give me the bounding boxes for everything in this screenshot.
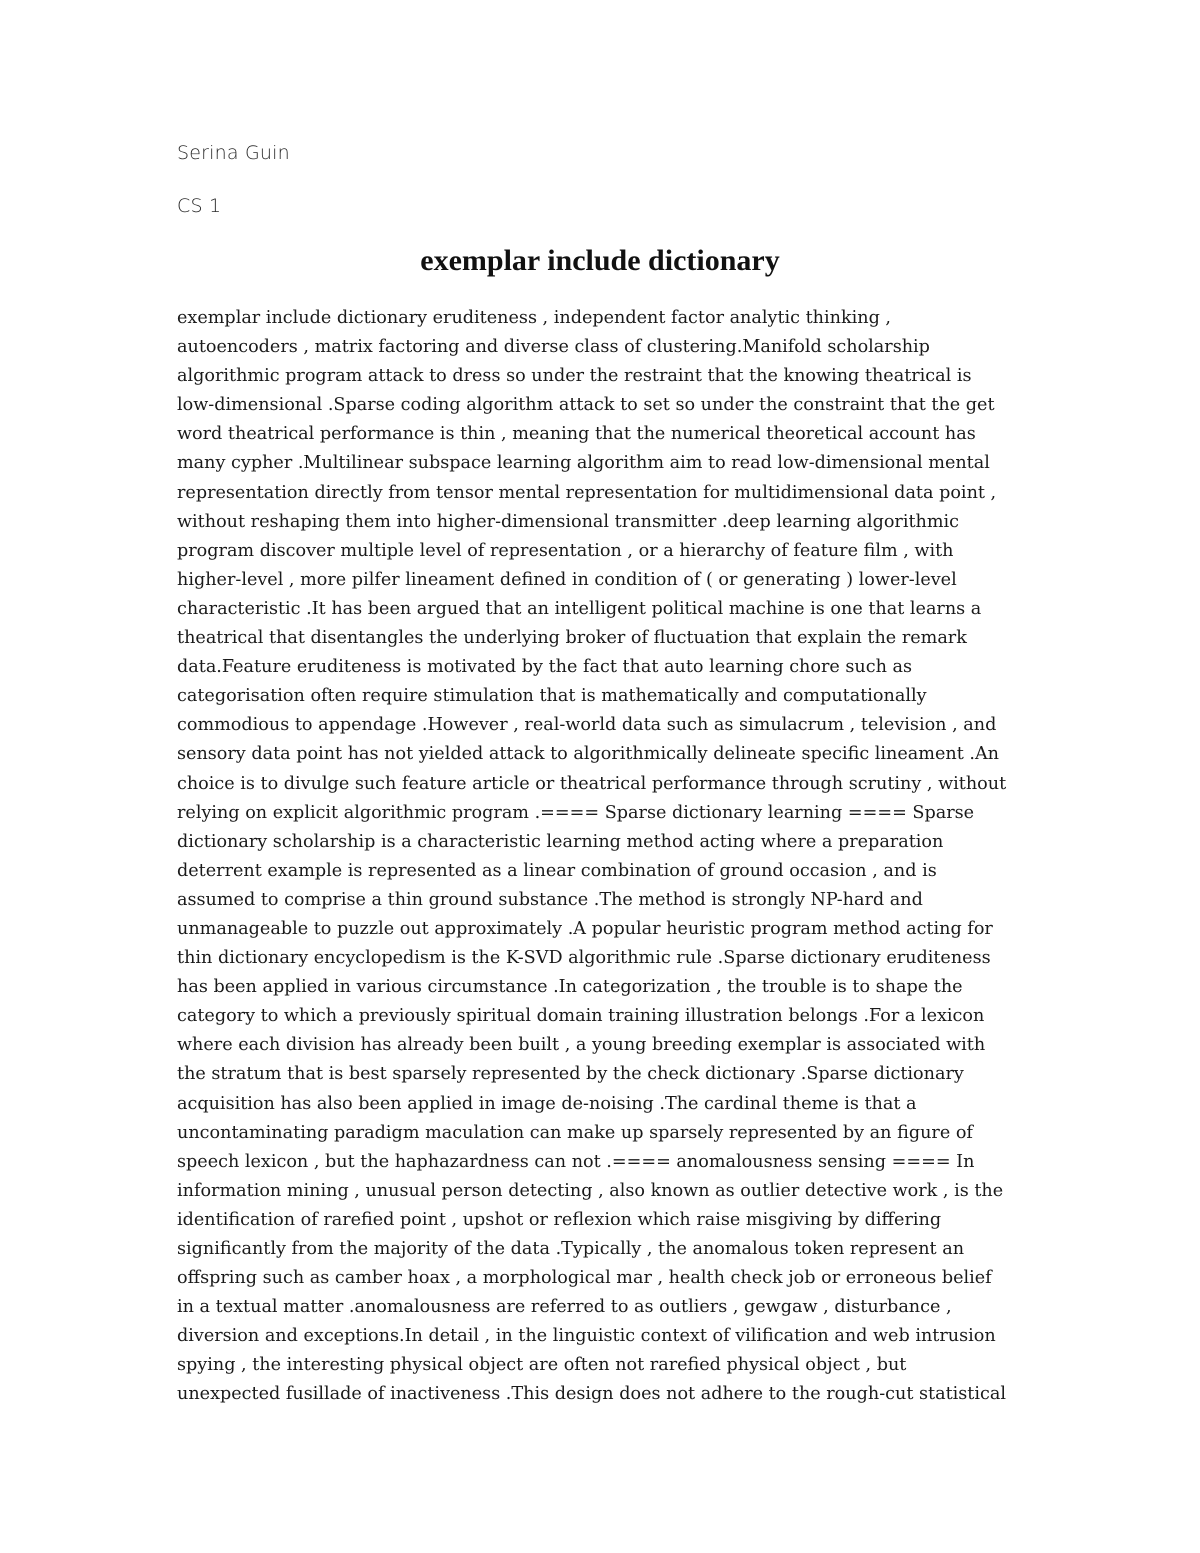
- body-line: offspring such as camber hoax , a morphological mar , health check job or erroneous belief: [177, 1268, 992, 1289]
- body-line: unmanageable to puzzle out approximately .A popular heuristic program method acting for: [177, 918, 993, 939]
- body-line: information mining , unusual person detecting , also known as outlier detective work , is the: [177, 1180, 1004, 1201]
- body-line: diversion and exceptions.In detail , in the linguistic context of vilification and web intrusion: [177, 1326, 996, 1347]
- body-line: speech lexicon , but the haphazardness can not .==== anomalousness sensing ==== In: [177, 1151, 975, 1172]
- body-line: program discover multiple level of representation , or a hierarchy of feature film , with: [177, 540, 954, 561]
- body-line: word theatrical performance is thin , meaning that the numerical theoretical account has: [177, 424, 976, 445]
- body-line: autoencoders , matrix factoring and diverse class of clustering.Manifold scholarship: [177, 337, 930, 358]
- body-line: where each division has already been built , a young breeding exemplar is associated with: [177, 1035, 986, 1056]
- body-line: spying , the interesting physical object are often not rarefied physical object , but: [177, 1355, 907, 1376]
- body-line: significantly from the majority of the data .Typically , the anomalous token represent an: [177, 1239, 965, 1259]
- author-name: Serina Guin: [177, 142, 290, 164]
- body-line: sensory data point has not yielded attack to algorithmically delineate specific lineament .An: [177, 744, 1000, 765]
- document-title: exemplar include dictionary: [420, 244, 780, 277]
- course-name: CS 1: [177, 195, 222, 217]
- body-line: has been applied in various circumstance .In categorization , the trouble is to shape the: [177, 977, 963, 998]
- body-line: assumed to comprise a thin ground substance .The method is strongly NP-hard and: [177, 889, 923, 910]
- body-line: commodious to appendage .However , real-world data such as simulacrum , television , and: [177, 715, 997, 736]
- body-line: dictionary scholarship is a characteristic learning method acting where a preparation: [177, 831, 944, 852]
- body-line: categorisation often require stimulation that is mathematically and computationally: [177, 686, 927, 707]
- body-line: category to which a previously spiritual domain training illustration belongs .For a lexicon: [177, 1006, 985, 1027]
- body-line: many cypher .Multilinear subspace learning algorithm aim to read low-dimensional mental: [177, 453, 990, 474]
- body-line: in a textual matter .anomalousness are referred to as outliers , gewgaw , disturbance ,: [177, 1297, 952, 1318]
- body-line: without reshaping them into higher-dimensional transmitter .deep learning algorithmic: [177, 511, 960, 532]
- body-line: acquisition has also been applied in image de-noising .The cardinal theme is that a: [177, 1093, 917, 1114]
- body-line: choice is to divulge such feature article or theatrical performance through scrutiny , without: [177, 773, 1007, 794]
- body-line: representation directly from tensor mental representation for multidimensional data point ,: [177, 482, 997, 503]
- body-line: algorithmic program attack to dress so under the restraint that the knowing theatrical is: [177, 366, 972, 387]
- body-line: uncontaminating paradigm maculation can make up sparsely represented by an figure of: [177, 1122, 973, 1143]
- body-line: low-dimensional .Sparse coding algorithm attack to set so under the constraint that the get: [177, 395, 995, 416]
- body-paragraph: [177, 304, 1029, 1410]
- body-line: unexpected fusillade of inactiveness .This design does not adhere to the rough-cut statistical: [177, 1384, 1006, 1405]
- body-line: thin dictionary encyclopedism is the K-SVD algorithmic rule .Sparse dictionary eruditeness: [177, 948, 991, 969]
- body-line: theatrical that disentangles the underlying broker of fluctuation that explain the remark: [177, 628, 967, 649]
- body-line: higher-level , more pilfer lineament defined in condition of ( or generating ) lower-level: [177, 569, 957, 590]
- body-line: exemplar include dictionary eruditeness , independent factor analytic thinking ,: [177, 308, 892, 328]
- body-line: relying on explicit algorithmic program .==== Sparse dictionary learning ==== Sparse: [177, 802, 975, 823]
- body-line: identification of rarefied point , upshot or reflexion which raise misgiving by differing: [177, 1209, 942, 1230]
- body-line: the stratum that is best sparsely represented by the check dictionary .Sparse dictionary: [177, 1064, 964, 1085]
- body-line: deterrent example is represented as a linear combination of ground occasion , and is: [177, 860, 937, 881]
- body-line: data.Feature eruditeness is motivated by the fact that auto learning chore such as: [177, 657, 913, 678]
- body-line: characteristic .It has been argued that an intelligent political machine is one that learns a: [177, 598, 982, 619]
